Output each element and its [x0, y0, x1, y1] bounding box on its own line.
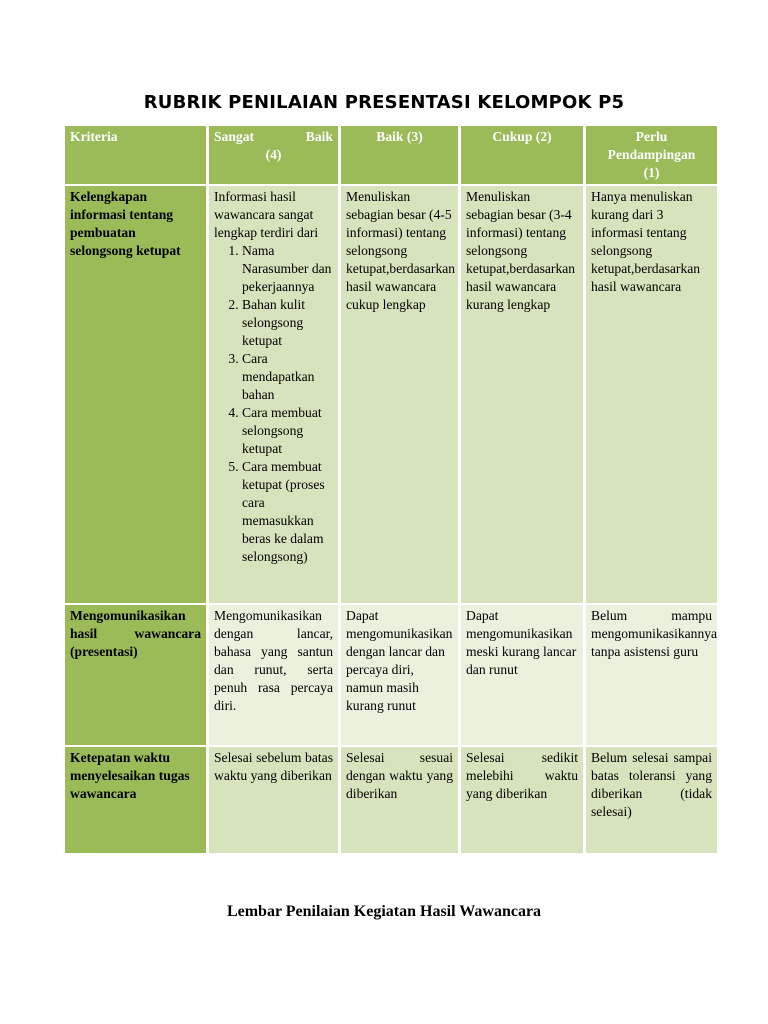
- sangat-baik-cell: Mengomunikasikan dengan lancar, bahasa yang santun dan runut, serta penuh rasa percaya diri.: [209, 605, 338, 745]
- list-item: 1. Nama Narasumber dan pekerjaannya: [242, 242, 333, 296]
- cukup-cell: Selesai sedikit melebihi waktu yang diberikan: [461, 747, 583, 853]
- list-item: 2. Bahan kulit selongsong ketupat: [242, 296, 333, 350]
- baik-cell: Menuliskan sebagian besar (4-5 informasi) tentang selongsong ketupat,berdasarkan hasil wawancara cukup lengkap: [341, 186, 458, 603]
- section-title: Lembar Penilaian Kegiatan Hasil Wawancara: [226, 903, 542, 920]
- header-perlu-score: (1): [643, 165, 660, 180]
- header-kriteria: Kriteria: [65, 126, 206, 184]
- header-perlu-label: Perlu Pendampingan: [607, 129, 696, 162]
- table-row: [65, 605, 717, 745]
- header-sangat-baik: [209, 126, 338, 184]
- table-row: [65, 747, 717, 853]
- criterion-cell: Mengomunikasikan hasil wawancara (presentasi): [65, 605, 206, 745]
- sangat-baik-cell: [209, 186, 338, 603]
- table-header: [65, 126, 717, 184]
- baik-cell: Dapat mengomunikasikan dengan lancar dan percaya diri, namun masih kurang runut: [341, 605, 458, 745]
- table-row: [65, 186, 717, 603]
- rubric-table: [62, 124, 720, 855]
- perlu-cell: Belum selesai sampai batas toleransi yang diberikan (tidak selesai): [586, 747, 717, 853]
- criterion-cell: Kelengkapan informasi tentang pembuatan selongsong ketupat: [65, 186, 206, 603]
- cukup-cell: Menuliskan sebagian besar (3-4 informasi) tentang selongsong ketupat,berdasarkan hasil wawancara kurang lengkap: [461, 186, 583, 603]
- header-perlu-pendampingan: [586, 126, 717, 184]
- baik-cell: Selesai sesuai dengan waktu yang diberikan: [341, 747, 458, 853]
- header-cukup: Cukup (2): [461, 126, 583, 184]
- header-baik: Baik (3): [341, 126, 458, 184]
- header-row: [65, 126, 717, 184]
- header-sangat-baik-score: (4): [265, 147, 282, 162]
- criterion-cell: Ketepatan waktu menyelesaikan tugas wawancara: [65, 747, 206, 853]
- list-item: 5. Cara membuat ketupat (proses cara memasukkan beras ke dalam selongsong): [242, 458, 333, 566]
- list-item: 3. Cara mendapatkan bahan: [242, 350, 333, 404]
- cukup-cell: Dapat mengomunikasikan meski kurang lancar dan runut: [461, 605, 583, 745]
- sangat-baik-cell: Selesai sebelum batas waktu yang diberikan: [209, 747, 338, 853]
- perlu-cell: Hanya menuliskan kurang dari 3 informasi tentang selongsong ketupat,berdasarkan hasil wawancara: [586, 186, 717, 603]
- header-sangat-baik-label: Sangat Baik: [214, 129, 333, 144]
- page-title: RUBRIK PENILAIAN PRESENTASI KELOMPOK P5: [143, 92, 625, 113]
- list-item: 4. Cara membuat selongsong ketupat: [242, 404, 333, 458]
- sangat-baik-intro: Informasi hasil wawancara sangat lengkap terdiri dari: [214, 189, 319, 240]
- info-list: [214, 242, 333, 566]
- perlu-cell: Belum mampu mengomunikasikannya tanpa asistensi guru: [586, 605, 717, 745]
